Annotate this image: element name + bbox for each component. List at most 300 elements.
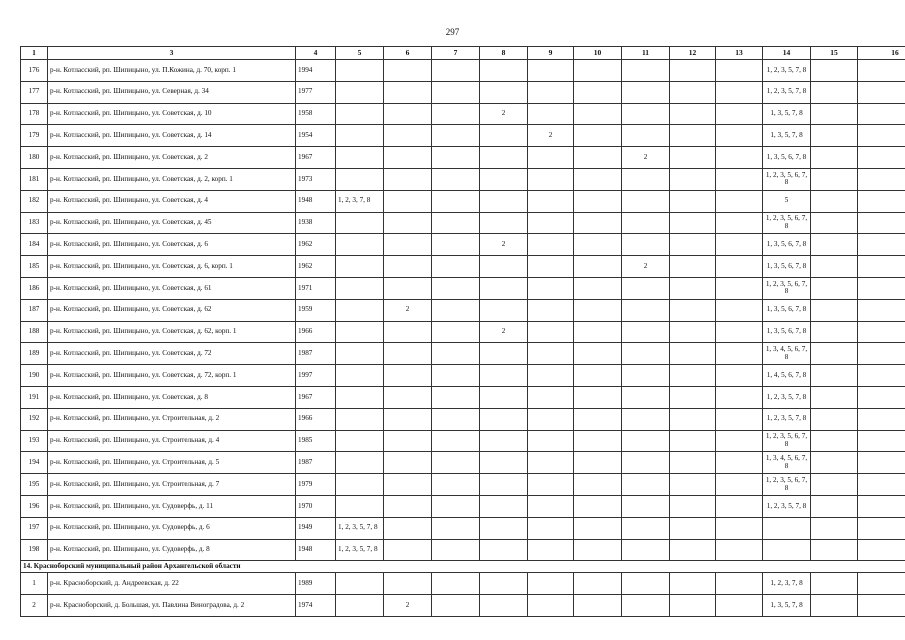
cell-empty <box>811 125 858 147</box>
cell-addr: р-н. Котласский, рп. Шипицыно, ул. Строительная, д. 4 <box>48 430 296 452</box>
cell-addr: р-н. Котласский, рп. Шипицыно, ул. Строительная, д. 2 <box>48 408 296 430</box>
cell-addr: р-н. Котласский, рп. Шипицыно, ул. Советская, д. 72 <box>48 343 296 365</box>
cell-c9 <box>528 495 574 517</box>
cell-c6 <box>384 190 432 212</box>
cell-empty <box>574 277 622 299</box>
cell-empty <box>670 408 716 430</box>
cell-c8 <box>480 147 528 169</box>
cell-c14 <box>763 517 811 539</box>
cell-empty <box>716 234 763 256</box>
cell-c6 <box>384 452 432 474</box>
cell-c6 <box>384 517 432 539</box>
cell-year: 1977 <box>296 81 336 103</box>
cell-year: 1938 <box>296 212 336 234</box>
table-row <box>21 168 905 190</box>
cell-empty <box>670 103 716 125</box>
cell-c11 <box>622 452 670 474</box>
cell-empty <box>670 125 716 147</box>
cell-c5 <box>336 495 384 517</box>
cell-empty <box>432 212 480 234</box>
cell-empty <box>574 299 622 321</box>
cell-c8 <box>480 256 528 278</box>
cell-empty <box>811 168 858 190</box>
cell-empty <box>574 212 622 234</box>
cell-c14: 1, 3, 5, 7, 8 <box>763 595 811 617</box>
cell-empty <box>574 408 622 430</box>
cell-c6 <box>384 103 432 125</box>
cell-year: 1967 <box>296 386 336 408</box>
cell-n: 176 <box>21 60 48 82</box>
cell-c8 <box>480 517 528 539</box>
cell-empty <box>670 595 716 617</box>
cell-empty <box>574 125 622 147</box>
cell-empty <box>716 321 763 343</box>
cell-n: 198 <box>21 539 48 561</box>
cell-year: 1973 <box>296 168 336 190</box>
cell-year: 1962 <box>296 256 336 278</box>
table-body-b <box>21 573 905 617</box>
cell-empty <box>716 474 763 496</box>
cell-c6 <box>384 430 432 452</box>
cell-c8: 2 <box>480 321 528 343</box>
cell-c14: 1, 3, 5, 7, 8 <box>763 103 811 125</box>
cell-addr: р-н. Котласский, рп. Шипицыно, ул. Судоверфь, д. 11 <box>48 495 296 517</box>
cell-c6 <box>384 234 432 256</box>
cell-empty <box>858 365 905 387</box>
cell-c14 <box>763 539 811 561</box>
cell-c9 <box>528 474 574 496</box>
table-row <box>21 277 905 299</box>
section-body <box>21 561 905 573</box>
cell-n: 194 <box>21 452 48 474</box>
table-body-a <box>21 60 905 561</box>
cell-c8 <box>480 60 528 82</box>
cell-empty <box>811 365 858 387</box>
cell-empty <box>670 430 716 452</box>
cell-n: 187 <box>21 299 48 321</box>
cell-empty <box>811 539 858 561</box>
cell-addr: р-н. Котласский, рп. Шипицыно, ул. Строительная, д. 5 <box>48 452 296 474</box>
cell-empty <box>858 386 905 408</box>
cell-empty <box>858 430 905 452</box>
cell-n: 192 <box>21 408 48 430</box>
table-row <box>21 212 905 234</box>
cell-c14: 1, 2, 3, 5, 6, 7, 8 <box>763 212 811 234</box>
table-row <box>21 60 905 82</box>
cell-empty <box>574 495 622 517</box>
cell-n: 193 <box>21 430 48 452</box>
cell-empty <box>574 452 622 474</box>
cell-c11 <box>622 168 670 190</box>
cell-empty <box>574 147 622 169</box>
column-header-16: 16 <box>858 47 905 60</box>
cell-c5: 1, 2, 3, 5, 7, 8 <box>336 539 384 561</box>
cell-year: 1997 <box>296 365 336 387</box>
cell-c14: 1, 2, 3, 5, 6, 7, 8 <box>763 168 811 190</box>
cell-c6 <box>384 168 432 190</box>
cell-c14: 1, 2, 3, 5, 7, 8 <box>763 495 811 517</box>
cell-c14: 1, 3, 4, 5, 6, 7, 8 <box>763 452 811 474</box>
cell-empty <box>574 343 622 365</box>
cell-empty <box>716 343 763 365</box>
cell-c14: 1, 2, 3, 5, 7, 8 <box>763 81 811 103</box>
cell-c8 <box>480 168 528 190</box>
cell-empty <box>670 212 716 234</box>
cell-c11 <box>622 595 670 617</box>
cell-empty <box>432 452 480 474</box>
cell-empty <box>858 495 905 517</box>
table-row <box>21 147 905 169</box>
cell-empty <box>811 277 858 299</box>
cell-empty <box>858 573 905 595</box>
cell-year: 1989 <box>296 573 336 595</box>
cell-c11 <box>622 365 670 387</box>
cell-c9 <box>528 408 574 430</box>
cell-c9 <box>528 103 574 125</box>
cell-empty <box>432 343 480 365</box>
cell-empty <box>716 539 763 561</box>
cell-c11 <box>622 321 670 343</box>
cell-n: 178 <box>21 103 48 125</box>
cell-n: 179 <box>21 125 48 147</box>
cell-empty <box>716 452 763 474</box>
cell-c11 <box>622 517 670 539</box>
column-header-6: 6 <box>384 47 432 60</box>
cell-empty <box>858 81 905 103</box>
cell-empty <box>432 256 480 278</box>
cell-empty <box>432 60 480 82</box>
cell-empty <box>716 517 763 539</box>
cell-empty <box>716 256 763 278</box>
cell-addr: р-н. Котласский, рп. Шипицыно, ул. Судоверфь, д. 8 <box>48 539 296 561</box>
cell-empty <box>432 517 480 539</box>
cell-empty <box>811 452 858 474</box>
cell-c5 <box>336 147 384 169</box>
cell-empty <box>670 495 716 517</box>
cell-c14: 1, 3, 5, 7, 8 <box>763 125 811 147</box>
cell-addr: р-н. Котласский, рп. Шипицыно, ул. Советская, д. 4 <box>48 190 296 212</box>
cell-c14: 1, 3, 5, 6, 7, 8 <box>763 256 811 278</box>
cell-empty <box>716 595 763 617</box>
cell-c5 <box>336 365 384 387</box>
cell-c9 <box>528 343 574 365</box>
cell-empty <box>716 430 763 452</box>
cell-c6 <box>384 277 432 299</box>
cell-n: 189 <box>21 343 48 365</box>
cell-c5 <box>336 81 384 103</box>
cell-c14: 1, 2, 3, 5, 7, 8 <box>763 386 811 408</box>
cell-year: 1958 <box>296 103 336 125</box>
column-header-9: 9 <box>528 47 574 60</box>
cell-addr: р-н. Котласский, рп. Шипицыно, ул. Советская, д. 2 <box>48 147 296 169</box>
cell-year: 1962 <box>296 234 336 256</box>
cell-empty <box>811 386 858 408</box>
table-row <box>21 81 905 103</box>
cell-c9 <box>528 256 574 278</box>
cell-empty <box>574 517 622 539</box>
cell-c6 <box>384 343 432 365</box>
cell-c8 <box>480 595 528 617</box>
cell-c9 <box>528 539 574 561</box>
cell-c8 <box>480 430 528 452</box>
cell-empty <box>432 573 480 595</box>
cell-empty <box>432 103 480 125</box>
cell-c14: 1, 2, 3, 5, 6, 7, 8 <box>763 474 811 496</box>
cell-empty <box>811 595 858 617</box>
table-row <box>21 386 905 408</box>
cell-c5 <box>336 125 384 147</box>
cell-addr: р-н. Котласский, рп. Шипицыно, ул. Строительная, д. 7 <box>48 474 296 496</box>
cell-empty <box>716 147 763 169</box>
cell-empty <box>432 168 480 190</box>
cell-n: 2 <box>21 595 48 617</box>
cell-empty <box>811 212 858 234</box>
table-row <box>21 495 905 517</box>
column-header-4: 4 <box>296 47 336 60</box>
cell-c9 <box>528 60 574 82</box>
table-row <box>21 256 905 278</box>
cell-c9 <box>528 573 574 595</box>
cell-empty <box>432 539 480 561</box>
cell-c6: 2 <box>384 595 432 617</box>
cell-c5: 1, 2, 3, 7, 8 <box>336 190 384 212</box>
cell-addr: р-н. Котласский, рп. Шипицыно, ул. Советская, д. 6 <box>48 234 296 256</box>
table-row <box>21 125 905 147</box>
cell-year: 1979 <box>296 474 336 496</box>
cell-empty <box>670 343 716 365</box>
column-header-15: 15 <box>811 47 858 60</box>
cell-addr: р-н. Красноборский, д. Большая, ул. Павлина Виноградова, д. 2 <box>48 595 296 617</box>
cell-empty <box>432 595 480 617</box>
column-header-11: 11 <box>622 47 670 60</box>
table-row <box>21 103 905 125</box>
cell-c9 <box>528 277 574 299</box>
cell-c11 <box>622 103 670 125</box>
cell-year: 1970 <box>296 495 336 517</box>
cell-empty <box>432 386 480 408</box>
cell-empty <box>716 212 763 234</box>
cell-empty <box>716 277 763 299</box>
cell-c14: 1, 2, 3, 5, 6, 7, 8 <box>763 277 811 299</box>
cell-c9 <box>528 595 574 617</box>
cell-c14: 1, 2, 3, 5, 7, 8 <box>763 60 811 82</box>
cell-c6 <box>384 212 432 234</box>
cell-c9 <box>528 430 574 452</box>
cell-addr: р-н. Красноборский, д. Андреевская, д. 22 <box>48 573 296 595</box>
cell-empty <box>811 430 858 452</box>
cell-empty <box>574 430 622 452</box>
cell-empty <box>858 452 905 474</box>
cell-empty <box>716 60 763 82</box>
cell-c5 <box>336 277 384 299</box>
cell-c8 <box>480 365 528 387</box>
cell-c8 <box>480 495 528 517</box>
cell-c14: 1, 3, 5, 6, 7, 8 <box>763 299 811 321</box>
column-header-7: 7 <box>432 47 480 60</box>
cell-c11 <box>622 125 670 147</box>
cell-year: 1948 <box>296 539 336 561</box>
cell-c8 <box>480 343 528 365</box>
cell-addr: р-н. Котласский, рп. Шипицыно, ул. Советская, д. 2, корп. 1 <box>48 168 296 190</box>
cell-n: 184 <box>21 234 48 256</box>
cell-empty <box>811 81 858 103</box>
cell-n: 196 <box>21 495 48 517</box>
cell-empty <box>432 321 480 343</box>
cell-c5 <box>336 452 384 474</box>
cell-empty <box>716 125 763 147</box>
table-row <box>21 321 905 343</box>
cell-empty <box>670 256 716 278</box>
cell-year: 1994 <box>296 60 336 82</box>
table-row <box>21 595 905 617</box>
cell-empty <box>574 168 622 190</box>
cell-c8 <box>480 452 528 474</box>
cell-empty <box>811 299 858 321</box>
cell-year: 1966 <box>296 408 336 430</box>
cell-c14: 1, 2, 3, 7, 8 <box>763 573 811 595</box>
cell-c11 <box>622 430 670 452</box>
cell-empty <box>432 365 480 387</box>
cell-empty <box>716 168 763 190</box>
cell-empty <box>811 103 858 125</box>
cell-addr: р-н. Котласский, рп. Шипицыно, ул. Советская, д. 72, корп. 1 <box>48 365 296 387</box>
cell-addr: р-н. Котласский, рп. Шипицыно, ул. Советская, д. 61 <box>48 277 296 299</box>
cell-empty <box>432 234 480 256</box>
cell-empty <box>858 343 905 365</box>
cell-c6 <box>384 386 432 408</box>
register-table <box>20 46 905 617</box>
cell-c11 <box>622 386 670 408</box>
cell-year: 1954 <box>296 125 336 147</box>
cell-year: 1987 <box>296 452 336 474</box>
cell-c11 <box>622 60 670 82</box>
cell-c11 <box>622 299 670 321</box>
cell-c14: 1, 3, 5, 6, 7, 8 <box>763 234 811 256</box>
cell-addr: р-н. Котласский, рп. Шипицыно, ул. Советская, д. 6, корп. 1 <box>48 256 296 278</box>
cell-c9 <box>528 321 574 343</box>
cell-c5 <box>336 168 384 190</box>
table-row <box>21 190 905 212</box>
cell-c5 <box>336 595 384 617</box>
cell-c8 <box>480 212 528 234</box>
section-title: 14. Красноборский муниципальный район Архангельской области <box>21 561 905 573</box>
table-row <box>21 430 905 452</box>
cell-empty <box>432 474 480 496</box>
cell-c11 <box>622 277 670 299</box>
table-row <box>21 365 905 387</box>
table-row <box>21 517 905 539</box>
cell-empty <box>432 125 480 147</box>
cell-c8: 2 <box>480 234 528 256</box>
column-header-10: 10 <box>574 47 622 60</box>
cell-c11 <box>622 190 670 212</box>
cell-year: 1966 <box>296 321 336 343</box>
cell-year: 1987 <box>296 343 336 365</box>
cell-n: 195 <box>21 474 48 496</box>
cell-empty <box>716 573 763 595</box>
cell-c6 <box>384 495 432 517</box>
cell-empty <box>858 147 905 169</box>
cell-empty <box>574 234 622 256</box>
cell-empty <box>858 595 905 617</box>
table-row <box>21 573 905 595</box>
cell-empty <box>811 234 858 256</box>
cell-n: 181 <box>21 168 48 190</box>
section-row <box>21 561 905 573</box>
cell-n: 185 <box>21 256 48 278</box>
cell-n: 183 <box>21 212 48 234</box>
cell-year: 1948 <box>296 190 336 212</box>
cell-n: 197 <box>21 517 48 539</box>
cell-year: 1974 <box>296 595 336 617</box>
cell-c6 <box>384 125 432 147</box>
cell-empty <box>716 190 763 212</box>
cell-empty <box>858 517 905 539</box>
cell-empty <box>716 365 763 387</box>
cell-c11: 2 <box>622 256 670 278</box>
cell-c6 <box>384 321 432 343</box>
cell-empty <box>858 256 905 278</box>
cell-empty <box>432 147 480 169</box>
cell-c6 <box>384 474 432 496</box>
cell-c5: 1, 2, 3, 5, 7, 8 <box>336 517 384 539</box>
cell-empty <box>858 212 905 234</box>
cell-c6 <box>384 573 432 595</box>
cell-c5 <box>336 408 384 430</box>
cell-empty <box>858 190 905 212</box>
cell-empty <box>432 430 480 452</box>
table-row <box>21 539 905 561</box>
cell-n: 180 <box>21 147 48 169</box>
table-row <box>21 474 905 496</box>
cell-empty <box>858 539 905 561</box>
cell-c9 <box>528 190 574 212</box>
cell-addr: р-н. Котласский, рп. Шипицыно, ул. Советская, д. 62, корп. 1 <box>48 321 296 343</box>
cell-c9 <box>528 234 574 256</box>
cell-empty <box>574 256 622 278</box>
column-header-12: 12 <box>670 47 716 60</box>
cell-addr: р-н. Котласский, рп. Шипицыно, ул. П.Кожина, д. 70, корп. 1 <box>48 60 296 82</box>
cell-addr: р-н. Котласский, рп. Шипицыно, ул. Советская, д. 14 <box>48 125 296 147</box>
cell-empty <box>670 386 716 408</box>
cell-empty <box>574 386 622 408</box>
cell-empty <box>432 81 480 103</box>
cell-empty <box>716 81 763 103</box>
cell-empty <box>670 452 716 474</box>
cell-empty <box>670 321 716 343</box>
cell-c5 <box>336 430 384 452</box>
cell-addr: р-н. Котласский, рп. Шипицыно, ул. Советская, д. 45 <box>48 212 296 234</box>
cell-empty <box>811 573 858 595</box>
cell-c14: 5 <box>763 190 811 212</box>
cell-c8 <box>480 299 528 321</box>
cell-c6 <box>384 81 432 103</box>
cell-empty <box>811 147 858 169</box>
cell-empty <box>811 256 858 278</box>
cell-c14: 1, 3, 5, 6, 7, 8 <box>763 321 811 343</box>
cell-empty <box>858 299 905 321</box>
cell-c11 <box>622 408 670 430</box>
cell-c8 <box>480 539 528 561</box>
cell-empty <box>716 386 763 408</box>
cell-empty <box>574 539 622 561</box>
cell-empty <box>670 277 716 299</box>
cell-n: 1 <box>21 573 48 595</box>
cell-c9 <box>528 212 574 234</box>
cell-c11 <box>622 81 670 103</box>
cell-empty <box>670 234 716 256</box>
cell-c9 <box>528 365 574 387</box>
